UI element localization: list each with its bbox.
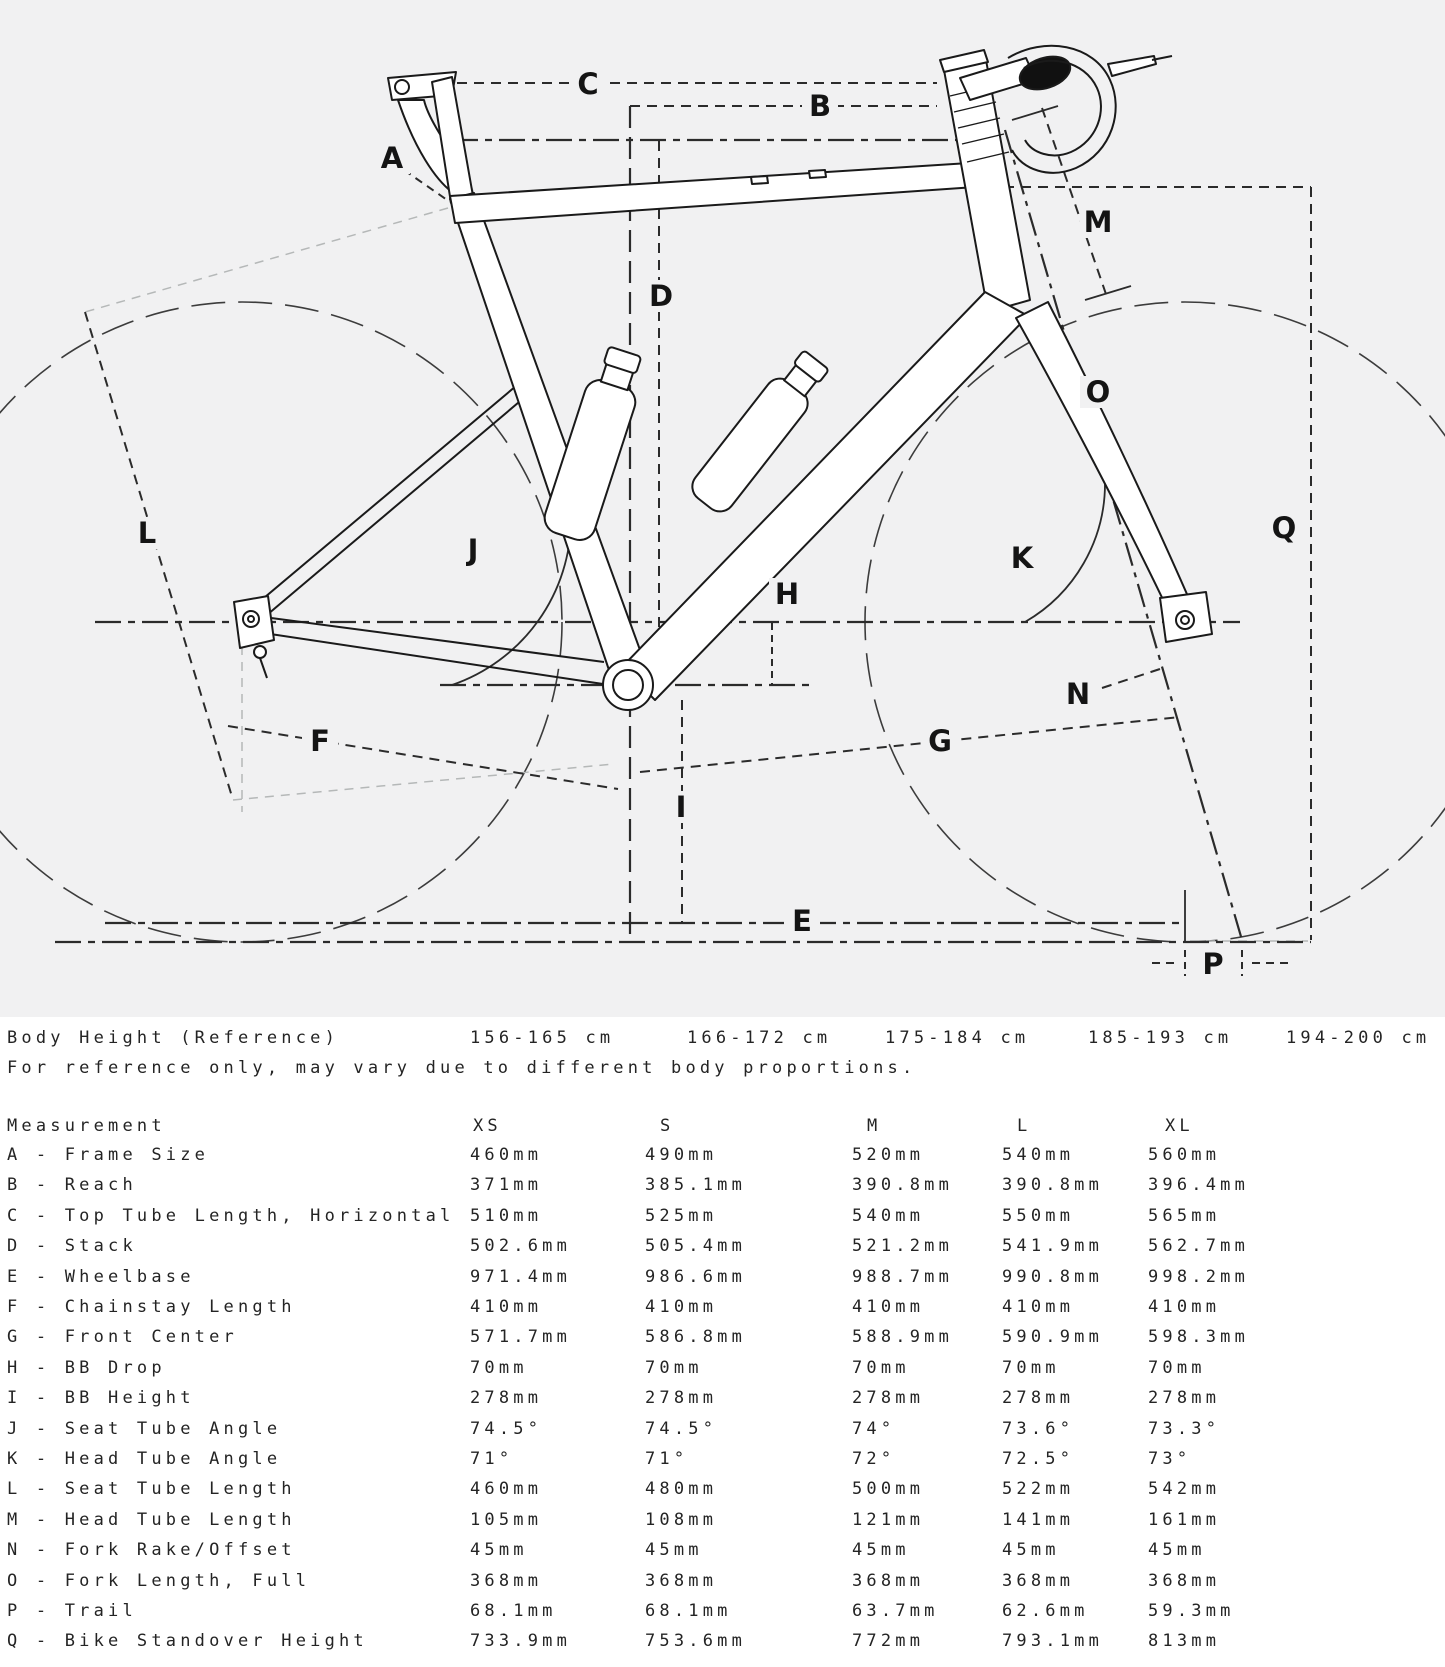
measurement-value: 988.7mm [852,1266,954,1287]
table-row [0,1479,1445,1503]
measurement-label: E - Wheelbase [7,1266,195,1287]
body-height-row [0,1028,1445,1052]
measurement-value: 72° [852,1449,896,1469]
measurement-value: 141mm [1002,1509,1075,1530]
dimension-letter-N: N [1065,677,1091,711]
measurement-value: 105mm [470,1509,543,1530]
measurement-value: 45mm [1002,1540,1060,1561]
table-row [0,1419,1445,1443]
measurement-value: 590.9mm [1002,1327,1104,1348]
derailleur [254,646,266,658]
measurement-value: 772mm [852,1631,925,1652]
measurement-value: 71° [470,1449,514,1469]
measurement-value: 278mm [852,1388,925,1409]
dimension-letter-L: L [137,516,157,550]
measurement-value: 385.1mm [645,1175,747,1196]
measurement-value: 490mm [645,1145,718,1165]
table-row [0,1571,1445,1595]
measurement-value: 525mm [645,1205,718,1226]
measurement-value: 278mm [470,1388,543,1409]
dimension-letter-F: F [310,724,330,758]
measurement-value: 998.2mm [1148,1266,1250,1287]
measurement-value: 598.3mm [1148,1327,1250,1348]
measurement-value: 500mm [852,1479,925,1500]
table-row [0,1327,1445,1351]
cable-guide [751,176,768,184]
measurement-value: 161mm [1148,1509,1221,1530]
measurement-value: 368mm [1002,1570,1075,1591]
dimension-letter-I: I [675,790,687,824]
front-axle-center [1181,616,1189,624]
measurement-value: 108mm [645,1509,718,1530]
measurement-label: Q - Bike Standover Height [7,1631,368,1652]
measurement-value: 410mm [470,1297,543,1317]
clamp-bolt [395,80,409,94]
body-height-range: 156-165 cm [470,1028,615,1048]
measurement-value: 586.8mm [645,1327,747,1348]
measurement-value: 542mm [1148,1479,1221,1500]
measurement-value: 68.1mm [470,1601,557,1621]
measurement-value: 410mm [1002,1297,1075,1317]
dimension-letter-A: A [380,141,404,175]
table-row [0,1449,1445,1473]
table-row [0,1540,1445,1564]
measurement-value: 70mm [470,1357,528,1378]
measurement-value: 70mm [1002,1357,1060,1378]
table-row [0,1358,1445,1382]
measurement-label: M - Head Tube Length [7,1509,296,1530]
table-header-cell: M [867,1116,882,1136]
body-height-range: 175-184 cm [885,1028,1030,1048]
measurement-value: 521.2mm [852,1236,954,1257]
measurement-value: 45mm [470,1540,528,1561]
measurement-value: 522mm [1002,1479,1075,1500]
measurement-label: K - Head Tube Angle [7,1449,282,1469]
measurement-value: 368mm [645,1570,718,1591]
table-header-cell: L [1017,1116,1032,1136]
measurement-value: 74.5° [470,1418,543,1439]
body-height-note: For reference only, may vary due to different body proportions. [7,1058,917,1078]
body-height-range: 194-200 cm [1286,1028,1431,1048]
measurement-value: 510mm [470,1205,543,1226]
dimension-letter-P: P [1202,947,1224,981]
measurement-value: 68.1mm [645,1601,732,1621]
measurement-value: 74° [852,1418,896,1439]
measurement-value: 505.4mm [645,1236,747,1257]
measurement-value: 813mm [1148,1631,1221,1652]
measurement-value: 565mm [1148,1205,1221,1226]
measurement-value: 971.4mm [470,1266,572,1287]
measurement-value: 793.1mm [1002,1631,1104,1652]
table-row [0,1297,1445,1321]
measurement-value: 368mm [852,1570,925,1591]
table-row [0,1236,1445,1260]
measurement-value: 368mm [470,1570,543,1591]
dimension-letter-M: M [1083,205,1113,239]
table-header-cell: XL [1165,1116,1194,1136]
measurement-value: 390.8mm [1002,1175,1104,1196]
measurement-value: 121mm [852,1509,925,1530]
measurement-label: G - Front Center [7,1327,238,1348]
measurement-value: 541.9mm [1002,1236,1104,1257]
measurement-label: C - Top Tube Length, Horizontal [7,1205,455,1226]
table-row [0,1631,1445,1655]
measurement-label: D - Stack [7,1236,137,1257]
measurement-label: F - Chainstay Length [7,1297,296,1317]
measurement-value: 560mm [1148,1145,1221,1165]
measurement-value: 45mm [645,1540,703,1561]
bottom-bracket-shell [613,670,643,700]
measurement-value: 410mm [1148,1297,1221,1317]
measurement-value: 45mm [1148,1540,1206,1561]
table-row [0,1388,1445,1412]
measurement-value: 480mm [645,1479,718,1500]
measurement-value: 278mm [645,1388,718,1409]
measurement-label: I - BB Height [7,1388,195,1409]
measurement-label: H - BB Drop [7,1357,166,1378]
measurement-value: 460mm [470,1145,543,1165]
measurement-value: 753.6mm [645,1631,747,1652]
measurement-value: 73.6° [1002,1418,1075,1439]
table-row [0,1175,1445,1199]
dimension-letter-K: K [1010,541,1034,575]
measurement-value: 62.6mm [1002,1601,1089,1621]
dimension-letter-J: J [467,533,479,567]
measurement-value: 540mm [852,1205,925,1226]
measurement-label: P - Trail [7,1601,137,1621]
dimension-letter-D: D [648,279,674,313]
table-row [0,1267,1445,1291]
dimension-letter-G: G [928,724,952,758]
body-height-note-row [0,1058,1445,1082]
measurement-value: 460mm [470,1479,543,1500]
dimension-letter-Q: Q [1271,511,1297,545]
measurement-value: 59.3mm [1148,1601,1235,1621]
measurement-label: N - Fork Rake/Offset [7,1540,296,1561]
measurement-label: A - Frame Size [7,1145,210,1165]
measurement-value: 278mm [1148,1388,1221,1409]
measurement-label: L - Seat Tube Length [7,1479,296,1500]
measurement-value: 588.9mm [852,1327,954,1348]
measurement-value: 74.5° [645,1418,718,1439]
table-header-cell: XS [473,1116,502,1136]
measurement-value: 733.9mm [470,1631,572,1652]
measurement-value: 550mm [1002,1205,1075,1226]
dimension-letter-C: C [577,67,599,101]
measurement-value: 70mm [645,1357,703,1378]
table-row [0,1601,1445,1625]
measurement-label: J - Seat Tube Angle [7,1418,282,1439]
measurement-value: 986.6mm [645,1266,747,1287]
measurement-value: 562.7mm [1148,1236,1250,1257]
table-header-cell: Measurement [7,1116,166,1136]
measurement-value: 70mm [1148,1357,1206,1378]
cable-guide [809,170,826,178]
measurement-value: 70mm [852,1357,910,1378]
table-header-row [0,1116,1445,1140]
measurement-value: 73.3° [1148,1418,1221,1439]
measurement-value: 540mm [1002,1145,1075,1165]
table-row [0,1510,1445,1534]
dimension-letter-B: B [808,89,832,123]
measurement-value: 71° [645,1449,689,1469]
measurement-value: 63.7mm [852,1601,939,1621]
measurement-value: 390.8mm [852,1175,954,1196]
dimension-letter-E: E [792,904,812,938]
measurement-value: 410mm [852,1297,925,1317]
table-header-cell: S [660,1116,675,1136]
rear-axle-center [248,616,254,622]
measurement-value: 278mm [1002,1388,1075,1409]
measurement-label: O - Fork Length, Full [7,1570,311,1591]
measurement-value: 571.7mm [470,1327,572,1348]
measurement-value: 396.4mm [1148,1175,1250,1196]
measurement-value: 368mm [1148,1570,1221,1591]
measurement-value: 520mm [852,1145,925,1165]
measurement-value: 410mm [645,1297,718,1317]
measurement-value: 45mm [852,1540,910,1561]
measurement-value: 73° [1148,1449,1192,1469]
table-row [0,1145,1445,1169]
body-height-label: Body Height (Reference) [7,1028,340,1048]
measurement-value: 502.6mm [470,1236,572,1257]
measurement-label: B - Reach [7,1175,137,1196]
dimension-letter-H: H [774,577,800,611]
body-height-range: 166-172 cm [687,1028,832,1048]
dimension-letter-O: O [1085,375,1111,409]
measurement-value: 72.5° [1002,1449,1075,1469]
table-row [0,1206,1445,1230]
measurement-value: 990.8mm [1002,1266,1104,1287]
body-height-range: 185-193 cm [1088,1028,1233,1048]
measurement-value: 371mm [470,1175,543,1196]
